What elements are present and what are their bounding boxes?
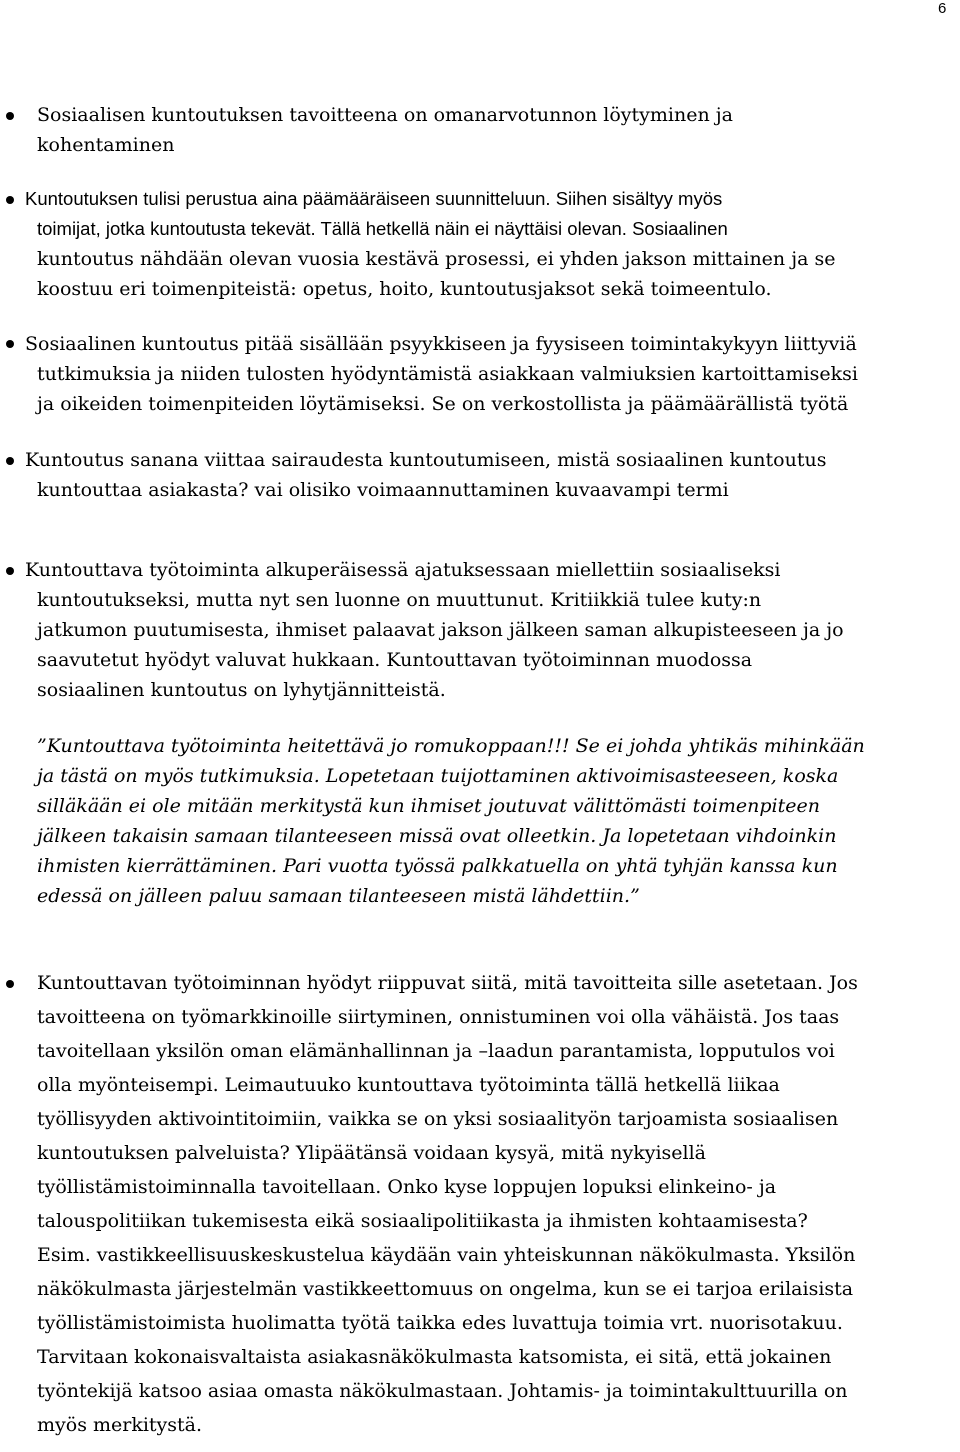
text-line: tavoitteena on työmarkkinoille siirtyminen, onnistuminen voi olla vähäistä. Jos taas xyxy=(37,1006,840,1028)
paragraph-7 xyxy=(37,966,858,1442)
text-line: sosiaalinen kuntoutus on lyhytjännitteistä. xyxy=(37,679,446,701)
bullet-dot xyxy=(6,196,14,204)
paragraph-4-cont xyxy=(37,475,729,505)
text-line: kuntoutukseksi, mutta nyt sen luonne on muuttunut. Kritiikkiä tulee kuty:n xyxy=(37,589,762,611)
text-line: silläkään ei ole mitään merkitystä kun ihmiset joutuvat välittömästi toimenpiteen xyxy=(37,795,820,817)
text-line: jälkeen takaisin samaan tilanteeseen missä ovat olleetkin. Ja lopetetaan vihdoinkin xyxy=(37,825,837,847)
text-line: kuntoutus nähdään olevan vuosia kestävä prosessi, ei yhden jakson mittainen ja se xyxy=(37,248,836,270)
text-line: näkökulmasta järjestelmän vastikkeettomuus on ongelma, kun se ei tarjoa erilaisista xyxy=(37,1278,854,1300)
paragraph-5-cont xyxy=(37,585,844,705)
bullet-dot xyxy=(6,112,14,120)
text-line: Kuntouttavan työtoiminnan hyödyt riippuvat siitä, mitä tavoitteita sille asetetaan. Jos xyxy=(37,972,858,994)
paragraph-2 xyxy=(25,184,722,214)
bullet-dot xyxy=(6,567,14,575)
text-line: Kuntouttava työtoiminta alkuperäisessä ajatuksessaan miellettiin sosiaaliseksi xyxy=(25,559,781,581)
text-line: työllisyyden aktivointitoimiin, vaikka se on yksi sosiaalityön tarjoamista sosiaalisen xyxy=(37,1108,839,1130)
text-line: olla myönteisempi. Leimautuuko kuntouttava työtoiminta tällä hetkellä liikaa xyxy=(37,1074,780,1096)
text-line: Sosiaalisen kuntoutuksen tavoitteena on omanarvotunnon löytyminen ja xyxy=(37,104,733,126)
page-number: 6 xyxy=(938,0,947,17)
text-line: ja tästä on myös tutkimuksia. Lopetetaan tuijottaminen aktivoimisasteeseen, koska xyxy=(37,765,839,787)
text-line: Kuntoutuksen tulisi perustua aina päämääräiseen suunnitteluun. Siihen sisältyy myös xyxy=(25,188,723,209)
paragraph-3 xyxy=(25,329,857,359)
paragraph-2-cont xyxy=(37,214,835,304)
text-line: ja oikeiden toimenpiteiden löytämiseksi. Se on verkostollista ja päämäärällistä työtä xyxy=(37,393,849,415)
bullet-dot xyxy=(6,340,14,348)
bullet-dot xyxy=(6,457,14,465)
text-line: tavoitellaan yksilön oman elämänhallinnan ja –laadun parantamista, lopputulos voi xyxy=(37,1040,835,1062)
paragraph-5 xyxy=(25,555,780,585)
text-line: kuntouttaa asiakasta? vai olisiko voimaannuttaminen kuvaavampi termi xyxy=(37,479,729,501)
quote-paragraph xyxy=(37,731,865,911)
paragraph-1 xyxy=(37,100,733,160)
text-line: ihmisten kierrättäminen. Pari vuotta työssä palkkatuella on yhtä tyhjän kanssa kun xyxy=(37,855,838,877)
text-line: kohentaminen xyxy=(37,134,175,156)
text-line: talouspolitiikan tukemisesta eikä sosiaalipolitiikasta ja ihmisten kohtaamisesta? xyxy=(37,1210,808,1232)
text-line: työllistämistoimista huolimatta työtä taikka edes luvattuja toimia vrt. nuorisotakuu. xyxy=(37,1312,843,1334)
text-line: työntekijä katsoo asiaa omasta näkökulmastaan. Johtamis- ja toimintakulttuurilla on xyxy=(37,1380,848,1402)
text-line: työllistämistoiminnalla tavoitellaan. Onko kyse loppujen lopuksi elinkeino- ja xyxy=(37,1176,777,1198)
text-line: Tarvitaan kokonaisvaltaista asiakasnäkökulmasta katsomista, ei sitä, että jokainen xyxy=(37,1346,832,1368)
paragraph-4 xyxy=(25,445,826,475)
text-line: koostuu eri toimenpiteistä: opetus, hoito, kuntoutusjaksot sekä toimeentulo. xyxy=(37,278,772,300)
text-line: Esim. vastikkeellisuuskeskustelua käydään vain yhteiskunnan näkökulmasta. Yksilön xyxy=(37,1244,856,1266)
text-line: edessä on jälleen paluu samaan tilanteeseen mistä lähdettiin.” xyxy=(37,885,640,907)
text-line: saavutetut hyödyt valuvat hukkaan. Kuntouttavan työtoiminnan muodossa xyxy=(37,649,753,671)
text-line: myös merkitystä. xyxy=(37,1414,203,1436)
text-line: Kuntoutus sanana viittaa sairaudesta kuntoutumiseen, mistä sosiaalinen kuntoutus xyxy=(25,449,827,471)
text-line: tutkimuksia ja niiden tulosten hyödyntämistä asiakkaan valmiuksien kartoittamiseksi xyxy=(37,363,858,385)
text-line: toimijat, jotka kuntoutusta tekevät. Tällä hetkellä näin ei näyttäisi olevan. Sosiaalinen xyxy=(37,218,728,239)
text-line: kuntoutuksen palveluista? Ylipäätänsä voidaan kysyä, mitä nykyisellä xyxy=(37,1142,707,1164)
paragraph-3-cont xyxy=(37,359,858,419)
text-line: Sosiaalinen kuntoutus pitää sisällään psyykkiseen ja fyysiseen toimintakykyyn liittyviä xyxy=(25,333,857,355)
text-line: jatkumon puutumisesta, ihmiset palaavat jakson jälkeen saman alkupisteeseen ja jo xyxy=(37,619,844,641)
text-line: ”Kuntouttava työtoiminta heitettävä jo romukoppaan!!! Se ei johda yhtikäs mihinkään xyxy=(37,735,865,757)
bullet-dot xyxy=(6,980,14,988)
